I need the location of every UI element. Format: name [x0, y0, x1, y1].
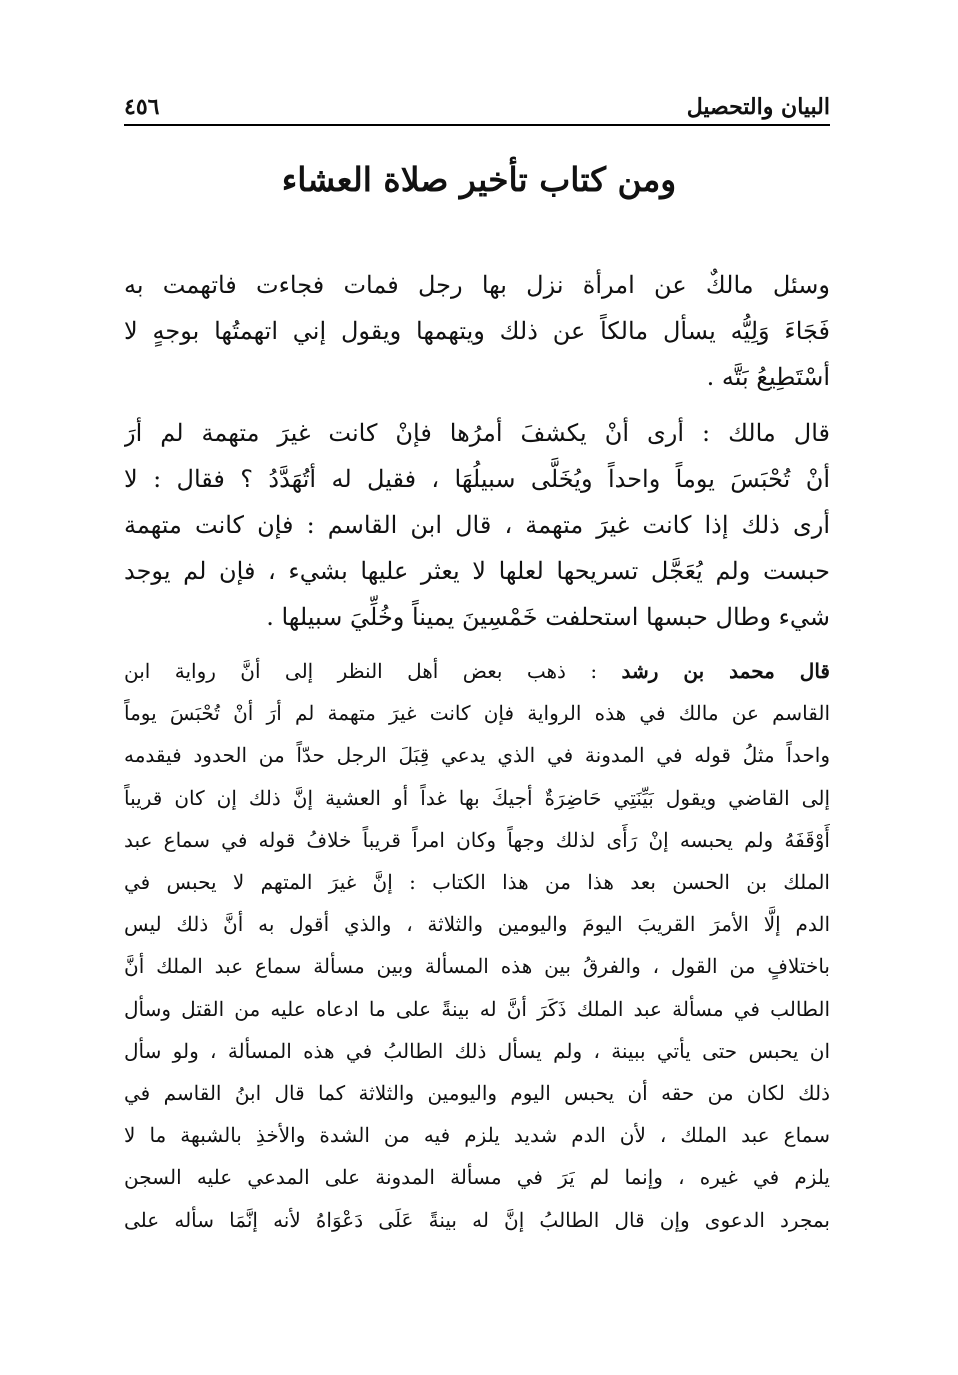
- text-line: بمجرد الدعوى وإن قال الطالبُ إنَّ له بينةً عَلَى دَعْوَاهُ لأنه إنَّمَا سأله على: [124, 1207, 830, 1232]
- page-header: [124, 80, 830, 126]
- paragraph-1: [124, 262, 830, 400]
- text-line: حبست ولم يُعَجَّل تسريحها لعلها لا يعثر عليها بشيء ، فإن لم يوجد: [124, 557, 830, 585]
- text-line: [124, 650, 830, 692]
- text-line: واحداً مثلُ قوله في المدونة في الذي يدعي قِبَلَ الرجل حدّاً من الحدود فيقدمه: [124, 743, 830, 768]
- text-line: أسْتَطِيعُ بَتَّه .: [706, 363, 830, 391]
- text-line: باختلافٍ من القول ، والفرقُ بين هذه المسألة وبين مسألة سماع عبد الملك أنَّ: [124, 954, 830, 979]
- text-line: فَجَاءَ وَلِيُّه يسأل مالكاً عن ذلك ويتهمها ويقول إني اتهمتُها بوجهٍ لا: [124, 317, 830, 345]
- text-line: إلى القاضي ويقول بَيِّنَتِي حَاضِرَةٌ أجيكَ بها غداً أو العشية إنَّ ذلك إن كان قريباً: [124, 785, 830, 810]
- page-number: ٤٥٦: [124, 94, 160, 120]
- text-line: قال مالك : أرى أنْ يكشفَ أمرُها فإنْ كانت غيرَ متهمة لم أرَ: [124, 419, 830, 447]
- text-fragment: : ذهب بعض أهل النظر إلى أنَّ رواية ابن: [124, 659, 622, 683]
- text-line: شيء وطال حبسها استحلفت خَمْسِينَ يميناً وخُلِّيَ سبيلها .: [266, 603, 830, 631]
- text-line: أنْ تُحْبَسَ يوماً واحداً ويُخَلَّى سبيلُهَا ، فقيل له أتُهَدَّدُ ؟ فقال : لا: [124, 465, 830, 493]
- text-line: سماع عبد الملك ، لأن الدم شديد يلزم فيه من الشدة والأخذِ بالشبهة ما لا: [124, 1123, 830, 1148]
- text-line: الدم إلَّا الأمرَ القريبَ اليومَ واليومين والثلاثة ، والذي أقول به أنَّ ذلك ليس: [124, 912, 830, 937]
- text-line: أرى ذلك إذا كانت غيرَ متهمة ، قال ابن القاسم : فإن كانت متهمة: [124, 511, 830, 539]
- commentary-speaker: قال محمد بن رشد: [621, 659, 830, 683]
- running-title: البيان والتحصيل: [686, 94, 830, 120]
- text-line: الطالب في مسألة عبد الملك ذَكَرَ أنَّ له بينةً على ما ادعاه عليه من القتل وسأل: [124, 996, 830, 1021]
- text-line: ذلك لكان من حقه أن يحبس اليوم واليومين والثلاثة كما قال ابنُ القاسم في: [124, 1081, 830, 1106]
- paragraph-3-commentary: [124, 650, 830, 1241]
- chapter-title: ومن كتاب تأخير صلاة العشاء: [281, 160, 677, 199]
- text-line: ان يحبس حتى يأتي ببينة ، ولم يسأل ذلك الطالبُ في هذه المسألة ، ولو سأل: [124, 1038, 830, 1063]
- text-line: وسئل مالكٌ عن امرأة نزل بها رجل فمات فجاءت فاتهمت به: [124, 271, 830, 299]
- text-line: القاسم عن مالك في هذه الرواية فإن كانت غيرَ متهمة لم أرَ أنْ تُحْبَسَ يوماً: [124, 701, 830, 726]
- text-line: أَوْقَفَهُ ولم يحبسه إنْ رَأَى لذلك وجهاً وكان امراً قريباً خلافُ قوله في سماع عبد: [124, 827, 830, 852]
- text-line: يلزم في غيره ، وإنما لم يَرَ في مسألة المدونة على المدعي عليه السجن: [124, 1165, 830, 1190]
- paragraph-2: [124, 410, 830, 640]
- text-line: الملك بن الحسن بعد هذا من هذا الكتاب : إنَّ غيرَ المتهم لا يحبس في: [124, 870, 830, 895]
